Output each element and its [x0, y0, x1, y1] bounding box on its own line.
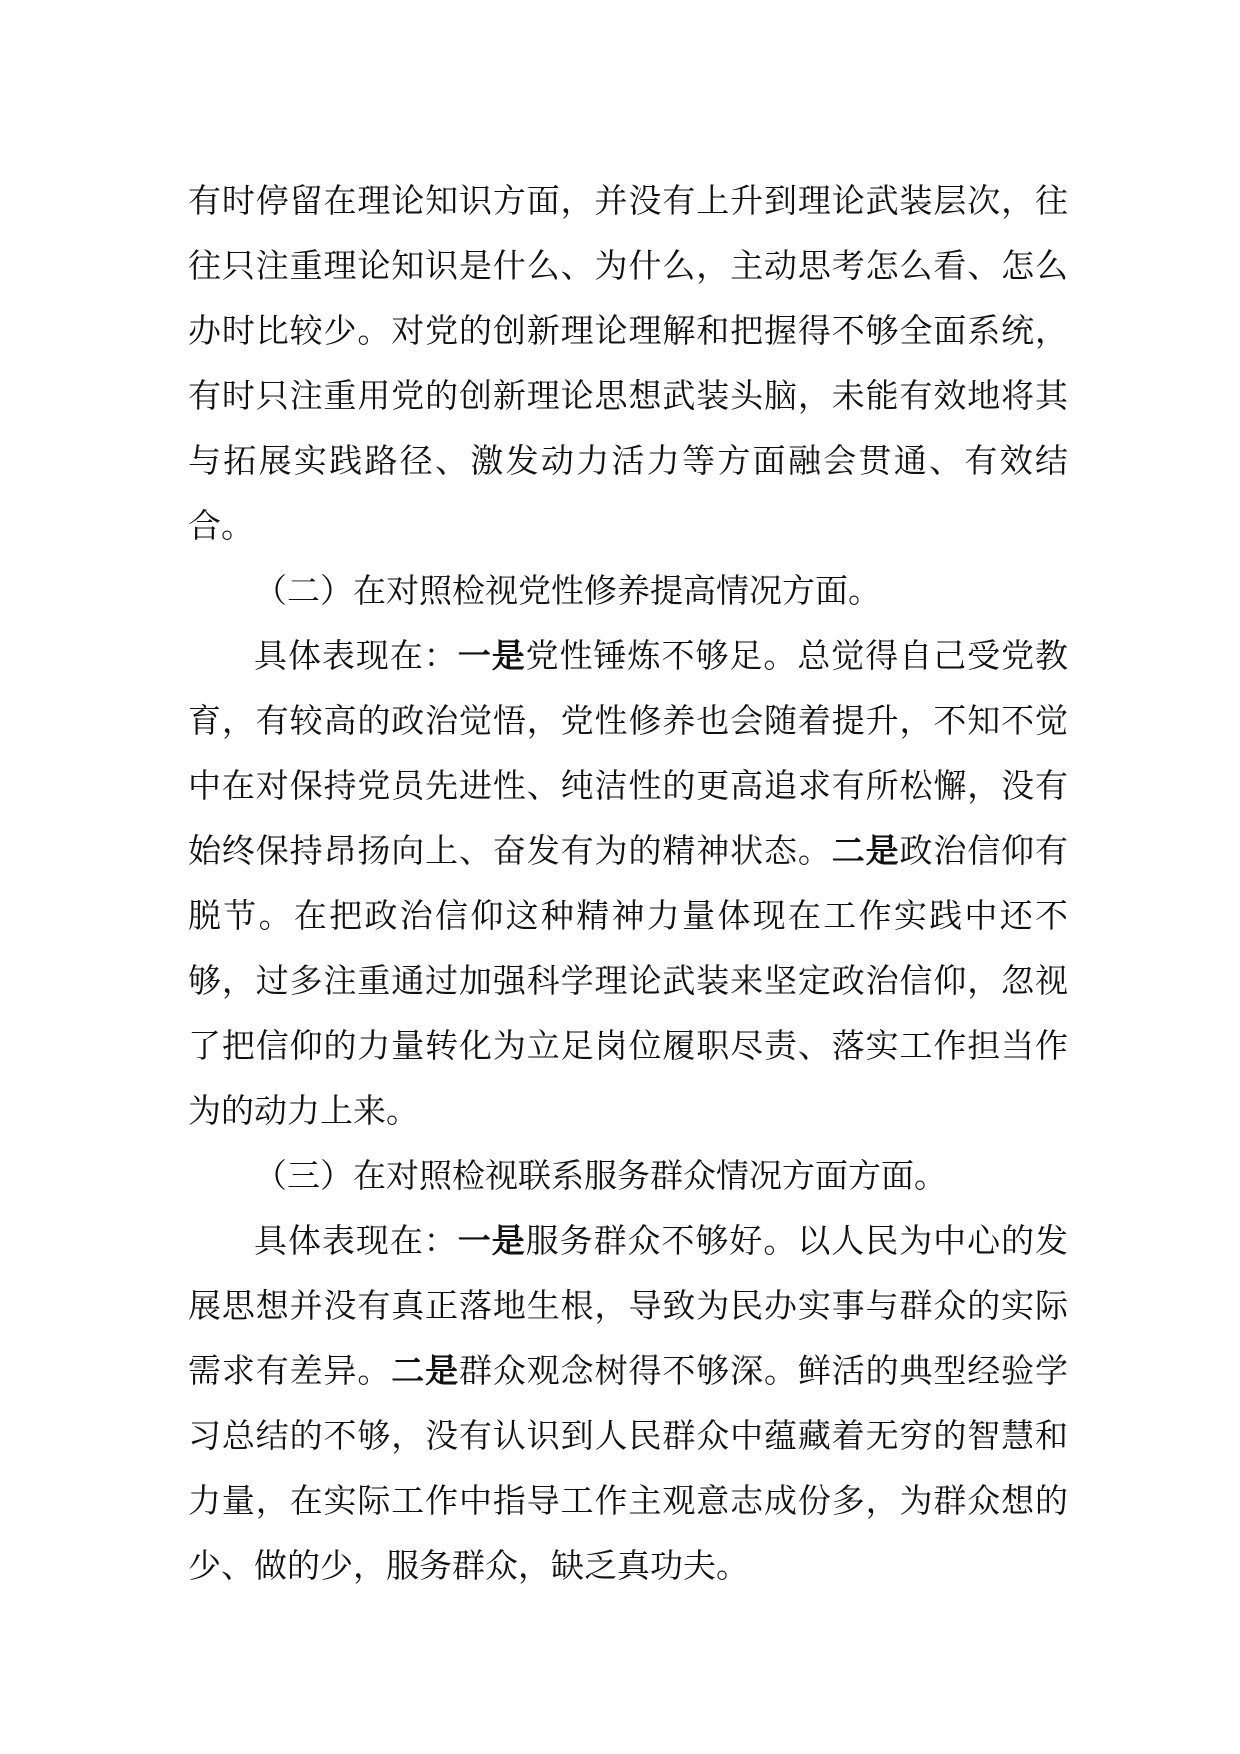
paragraph-text: 有时停留在理论知识方面，并没有上升到理论武装层次，往往只注重理论知识是什么、为什么，主动思考怎么看、怎么办时比较少。对党的创新理论理解和把握得不够全面系统，有时只注重用党的创新理论思想武装头脑，未能有效地将其与拓展实践路径、激发动力活力等方面融会贯通、有效结合。	[188, 181, 1068, 545]
paragraph	[188, 623, 1068, 1143]
paragraph	[188, 558, 1068, 623]
paragraph	[188, 168, 1068, 558]
paragraph-text: （三）在对照检视联系服务群众情况方面方面。	[254, 1156, 947, 1195]
paragraph	[188, 1208, 1068, 1598]
emphasis-text: 一是	[457, 636, 526, 675]
paragraph-text: （二）在对照检视党性修养提高情况方面。	[254, 571, 881, 610]
emphasis-text: 一是	[457, 1221, 526, 1260]
paragraph-text: 服务群众不够好。以人民为中心的发展思想并没有真正落地生根，导致为民办实事与群众的实际需求有差异。	[188, 1221, 1069, 1390]
document-body	[188, 168, 1068, 1598]
paragraph	[188, 1143, 1068, 1208]
paragraph-text: 党性锤炼不够足。总觉得自己受党教育，有较高的政治觉悟，党性修养也会随着提升，不知不觉中在对保持党员先进性、纯洁性的更高追求有所松懈，没有始终保持昂扬向上、奋发有为的精神状态。	[188, 636, 1069, 870]
paragraph-text: 群众观念树得不够深。鲜活的典型经验学习总结的不够，没有认识到人民群众中蕴藏着无穷的智慧和力量，在实际工作中指导工作主观意志成份多，为群众想的少、做的少，服务群众，缺乏真功夫。	[188, 1351, 1069, 1585]
paragraph-text: 政治信仰有脱节。在把政治信仰这种精神力量体现在工作实践中还不够，过多注重通过加强科学理论武装来坚定政治信仰，忽视了把信仰的力量转化为立足岗位履职尽责、落实工作担当作为的动力上来。	[188, 831, 1069, 1130]
paragraph-text: 具体表现在：	[254, 636, 458, 675]
paragraph-text: 具体表现在：	[254, 1221, 458, 1260]
emphasis-text: 二是	[831, 831, 900, 870]
emphasis-text: 二是	[391, 1351, 460, 1390]
